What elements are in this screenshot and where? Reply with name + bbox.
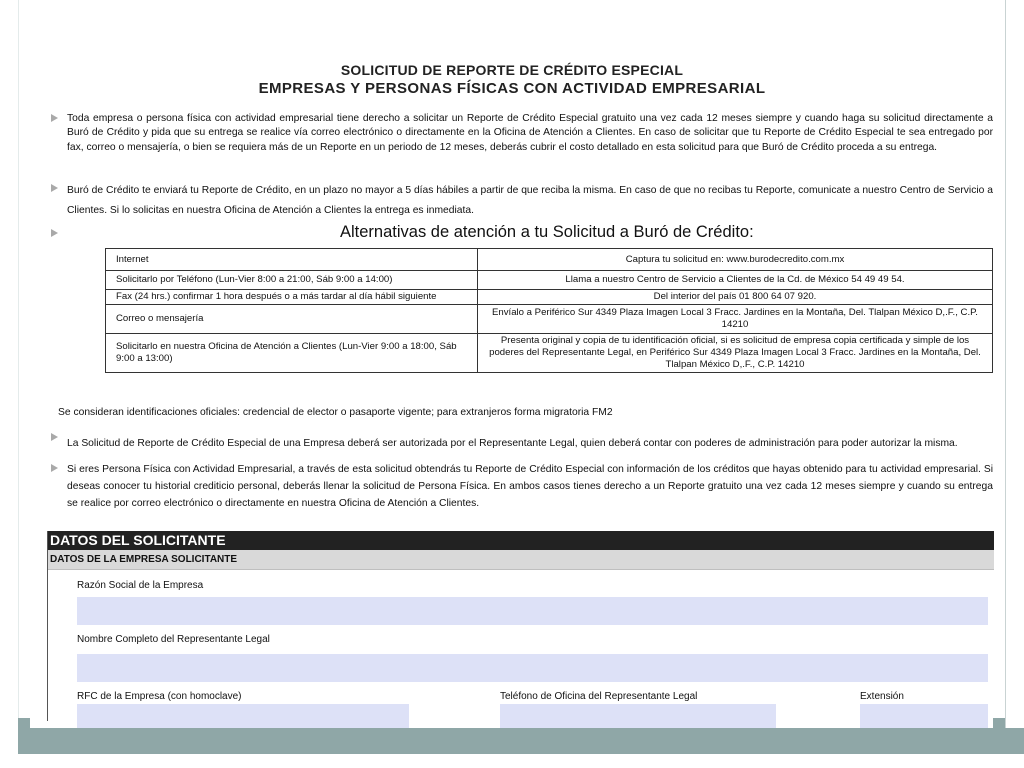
bullet-arrow-icon [51,114,58,122]
label-representante: Nombre Completo del Representante Legal [77,634,270,645]
official-id-note: Se consideran identificaciones oficiales: credencial de elector o pasaporte vigente; para extranjeros forma migratoria FM2 [58,407,613,418]
telefono-input[interactable] [500,704,776,728]
alternatives-instructions-cell: Llama a nuestro Centro de Servicio a Clientes de la Cd. de México 54 49 49 54. [478,271,993,290]
representante-input[interactable] [77,654,988,682]
subsection-header-empresa: DATOS DE LA EMPRESA SOLICITANTE [47,550,994,570]
alternatives-row [106,305,993,334]
alternatives-row [106,334,993,373]
label-razon-social: Razón Social de la Empresa [77,580,204,591]
section-left-border [47,531,48,721]
alternatives-heading: Alternativas de atención a tu Solicitud a Buró de Crédito: [340,223,754,241]
page-frame-left [18,0,19,728]
alternatives-row [106,249,993,271]
footer-bar [18,728,1024,754]
frame-corner-left [18,718,30,728]
alternatives-instructions-cell: Presenta original y copia de tu identificación oficial, si es solicitud de empresa copia certificada y simple de los poderes del Representante Legal, en Periférico Sur 4349 Plaza Imagen Local 3 Fracc. Jardines en la Montaña, Del. Tlalpan México D,.F., C.P. 14210 [478,334,993,373]
label-extension: Extensión [860,691,904,702]
bullet-arrow-icon [51,433,58,441]
razon-social-input[interactable] [77,597,988,625]
bullet-arrow-icon [51,464,58,472]
paragraph-persona-fisica: Si eres Persona Física con Actividad Empresarial, a través de esta solicitud obtendrás tu Reporte de Crédito Especial con información de los créditos que hayas obtenido para tu actividad empresarial. Si deseas conocer tu historial crediticio personal, deberás llenar la solicitud de Persona Física. En ambos casos tienes derecho a un Reporte gratuito una vez cada 12 meses siempre y cuando su entrega se realice por correo electrónico o directamente en nuestra Oficina de Atención a Clientes. [67,464,993,509]
alternatives-channel-cell: Internet [106,249,478,271]
alternatives-row [106,290,993,305]
alternatives-channel-cell: Solicitarlo por Teléfono (Lun-Vier 8:00 a 21:00, Sáb 9:00 a 14:00) [106,271,478,290]
label-telefono: Teléfono de Oficina del Representante Legal [500,691,698,702]
alternatives-instructions-cell: Del interior del país 01 800 64 07 920. [478,290,993,305]
document-subtitle: EMPRESAS Y PERSONAS FÍSICAS CON ACTIVIDAD EMPRESARIAL [258,80,766,97]
extension-input[interactable] [860,704,988,728]
alternatives-channel-cell: Fax (24 hrs.) confirmar 1 hora después o a más tardar al día hábil siguiente [106,290,478,305]
alternatives-channel-cell: Correo o mensajería [106,305,478,334]
bullet-arrow-icon [51,184,58,192]
label-rfc: RFC de la Empresa (con homoclave) [77,691,242,702]
paragraph-authorization: La Solicitud de Reporte de Crédito Especial de una Empresa deberá ser autorizada por el Representante Legal, quien deberá contar con poderes de administración para poder autorizar la misma. [67,438,958,449]
alternatives-instructions-cell: Captura tu solicitud en: www.burodecredito.com.mx [478,249,993,271]
alternatives-channel-cell: Solicitarlo en nuestra Oficina de Atención a Clientes (Lun-Vier 9:00 a 18:00, Sáb 9:00 a 13:00) [106,334,478,373]
alternatives-row [106,271,993,290]
document-title: SOLICITUD DE REPORTE DE CRÉDITO ESPECIAL [340,62,684,78]
paragraph-intro: Toda empresa o persona física con actividad empresarial tiene derecho a solicitar un Reporte de Crédito Especial gratuito una vez cada 12 meses siempre y cuando haga su solicitud directamente a Buró de Crédito y pida que su entrega se realice vía correo electrónico o directamente en la Oficina de Atención a Clientes. En caso de solicitar que tu Reporte de Crédito Especial te sea entregado por fax, correo o mensajería, o bien se requiera más de un Reporte en un periodo de 12 meses, deberás cubrir el costo detallado en esta solicitud para que Buró de Crédito proceda a su entrega. [67,113,993,153]
paragraph-delivery: Buró de Crédito te enviará tu Reporte de Crédito, en un plazo no mayor a 5 días hábiles a partir de que reciba la misma. En caso de que no recibas tu Reporte, comunicate a nuestro Centro de Servicio a Clientes. Si lo solicitas en nuestra Oficina de Atención a Clientes la entrega es inmediata. [67,185,993,216]
section-header-solicitante: DATOS DEL SOLICITANTE [47,531,994,550]
frame-corner-right [993,718,1005,728]
rfc-input[interactable] [77,704,409,728]
bullet-arrow-icon [51,229,58,237]
alternatives-instructions-cell: Envíalo a Periférico Sur 4349 Plaza Imagen Local 3 Fracc. Jardines en la Montaña, Del. Tlalpan México D,.F., C.P. 14210 [478,305,993,334]
alternatives-table [105,248,993,373]
page-frame-right [1005,0,1006,728]
